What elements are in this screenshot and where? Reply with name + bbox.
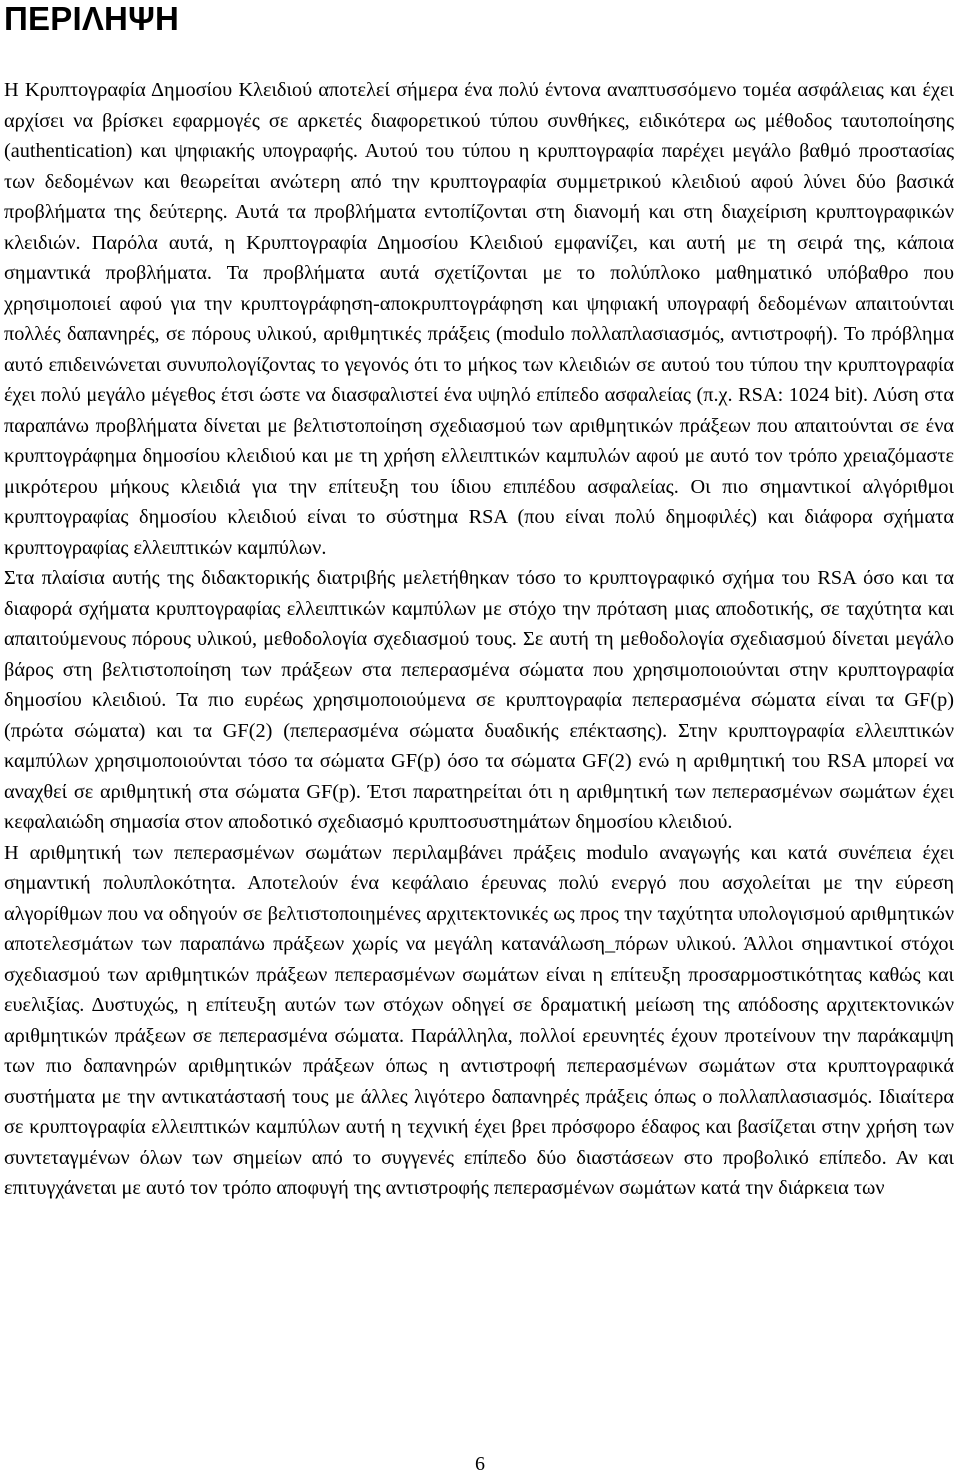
body-text bbox=[4, 75, 954, 1204]
paragraph-3: Η αριθμητική των πεπερασμένων σωμάτων περιλαμβάνει πράξεις modulo αναγωγής και κατά συνέπεια έχει σημαντική πολυπλοκότητα. Αποτελούν ένα κεφάλαιο έρευνας πολύ ενεργό που ασχολείται με την εύρεση αλγορίθμων που να οδηγούν σε βελτιστοποιημένες αρχιτεκτονικές ως προς την ταχύτητα υπολογισμού αριθμητικών αποτελεσμάτων των παραπάνω πράξεων χωρίς να μεγάλη κατανάλωση_πόρων υλικού. Άλλοι σημαντικοί στόχοι σχεδιασμού των αριθμητικών πράξεων πεπερασμένων σωμάτων είναι η επίτευξη προσαρμοστικότητας καθώς και ευελιξίας. Δυστυχώς, η επίτευξη αυτών των στόχων οδηγεί σε δραματική μείωση της απόδοσης αρχιτεκτονικών αριθμητικών πράξεων σε πεπερασμένα σώματα. Παράλληλα, πολλοί ερευνητές έχουν προτείνουν την παράκαμψη των πιο δαπανηρών αριθμητικών πράξεων όπως η αντιστροφή πεπερασμένων σωμάτων στα κρυπτογραφικά συστήματα με την αντικατάστασή τους με άλλες λιγότερο δαπανηρές πράξεις όπως ο πολλαπλασιασμός. Ιδιαίτερα σε κρυπτογραφία ελλειπτικών καμπύλων αυτή η τεχνική έχει βρει πρόσφορο έδαφος και βασίζεται στην χρήση των συντεταγμένων όλων των σημείων από το συγγενές επίπεδο δύο διαστάσεων στο προβολικό επίπεδο. Αν και επιτυγχάνεται με αυτό τον τρόπο αποφυγή της αντιστροφής πεπερασμένων σωμάτων κατά την διάρκεια των bbox=[4, 841, 954, 1199]
page-title: ΠΕΡΙΛΗΨΗ bbox=[4, 0, 179, 37]
paragraph-2: Στα πλαίσια αυτής της διδακτορικής διατριβής μελετήθηκαν τόσο το κρυπτογραφικό σχήμα του RSA όσο και τα διαφορά σχήματα κρυπτογραφίας ελλειπτικών καμπύλων με στόχο την πρόταση μιας αποδοτικής, σε ταχύτητα και απαιτούμενους πόρους υλικού, μεθοδολογία σχεδιασμού τους. Σε αυτή τη μεθοδολογία σχεδιασμού δίνεται μεγάλο βάρος στη βελτιστοποίηση των πράξεων στα πεπερασμένα σώματα που χρησιμοποιούνται στην κρυπτογραφία δημοσίου κλειδιού. Τα πιο ευρέως χρησιμοποιούμενα σε κρυπτογραφία πεπερασμένα σώματα είναι τα GF(p) (πρώτα σώματα) και τα GF(2) (πεπερασμένα σώματα δυαδικής επέκτασης). Στην κρυπτογραφία ελλειπτικών καμπύλων χρησιμοποιούνται τόσο τα σώματα GF(p) όσο τα σώματα GF(2) ενώ η αριθμητική του RSA μπορεί να αναχθεί σε αριθμητική στα σώματα GF(p). Έτσι παρατηρείται ότι η αριθμητική των πεπερασμένων σωμάτων έχει κεφαλαιώδη σημασία στον αποδοτικό σχεδιασμό κρυπτοσυστημάτων δημοσίου κλειδιού. bbox=[4, 567, 954, 833]
paragraph-1: Η Κρυπτογραφία Δημοσίου Κλειδιού αποτελεί σήμερα ένα πολύ έντονα αναπτυσσόμενο τομέα ασφάλειας και έχει αρχίσει να βρίσκει εφαρμογές σε αρκετές διαφορετικού τύπου συνθήκες, ειδικότερα ως μέθοδος ταυτοποίησης (authentication) και ψηφιακής υπογραφής. Αυτού του τύπου η κρυπτογραφία παρέχει μεγάλο βαθμό προστασίας των δεδομένων και θεωρείται ανώτερη από την κρυπτογραφία συμμετρικού κλειδιού αφού λύνει δύο βασικά προβλήματα της δεύτερης. Αυτά τα προβλήματα εντοπίζονται στη διανομή και στη διαχείριση κρυπτογραφικών κλειδιών. Παρόλα αυτά, η Κρυπτογραφία Δημοσίου Κλειδιού εμφανίζει, και αυτή με τη σειρά της, κάποια σημαντικά προβλήματα. Τα προβλήματα αυτά σχετίζονται με το πολύπλοκο μαθηματικό υπόβαθρο που χρησιμοποιεί αφού για την κρυπτογράφηση-αποκρυπτογράφηση και ψηφιακή υπογραφή δεδομένων απαιτούνται πολλές δαπανηρές, σε πόρους υλικού, αριθμητικές πράξεις (modulo πολλαπλασιασμός, αντιστροφή). Το πρόβλημα αυτό επιδεινώνεται συνυπολογίζοντας το γεγονός ότι το μήκος των κλειδιών σε αυτού του τύπου την κρυπτογραφία έχει πολύ μεγάλο μέγεθος έτσι ώστε να διασφαλιστεί ένα υψηλό επίπεδο ασφαλείας (π.χ. RSA: 1024 bit). Λύση στα παραπάνω προβλήματα δίνεται με βελτιστοποίηση σχεδιασμού των αριθμητικών πράξεων που απαιτούνται σε ένα κρυπτογράφημα δημοσίου κλειδιού και με τη χρήση ελλειπτικών καμπυλών αφού με αυτό τον τρόπο χρειαζόμαστε μικρότερου μήκους κλειδιά για την επίτευξη του ίδιου επιπέδου ασφαλείας. Οι πιο σημαντικοί αλγόριθμοι κρυπτογραφίας δημοσίου κλειδιού είναι το σύστημα RSA (που είναι πολύ δημοφιλές) και διάφορα σχήματα κρυπτογραφίας ελλειπτικών καμπύλων. bbox=[4, 79, 954, 559]
page-number: 6 bbox=[475, 1453, 485, 1475]
